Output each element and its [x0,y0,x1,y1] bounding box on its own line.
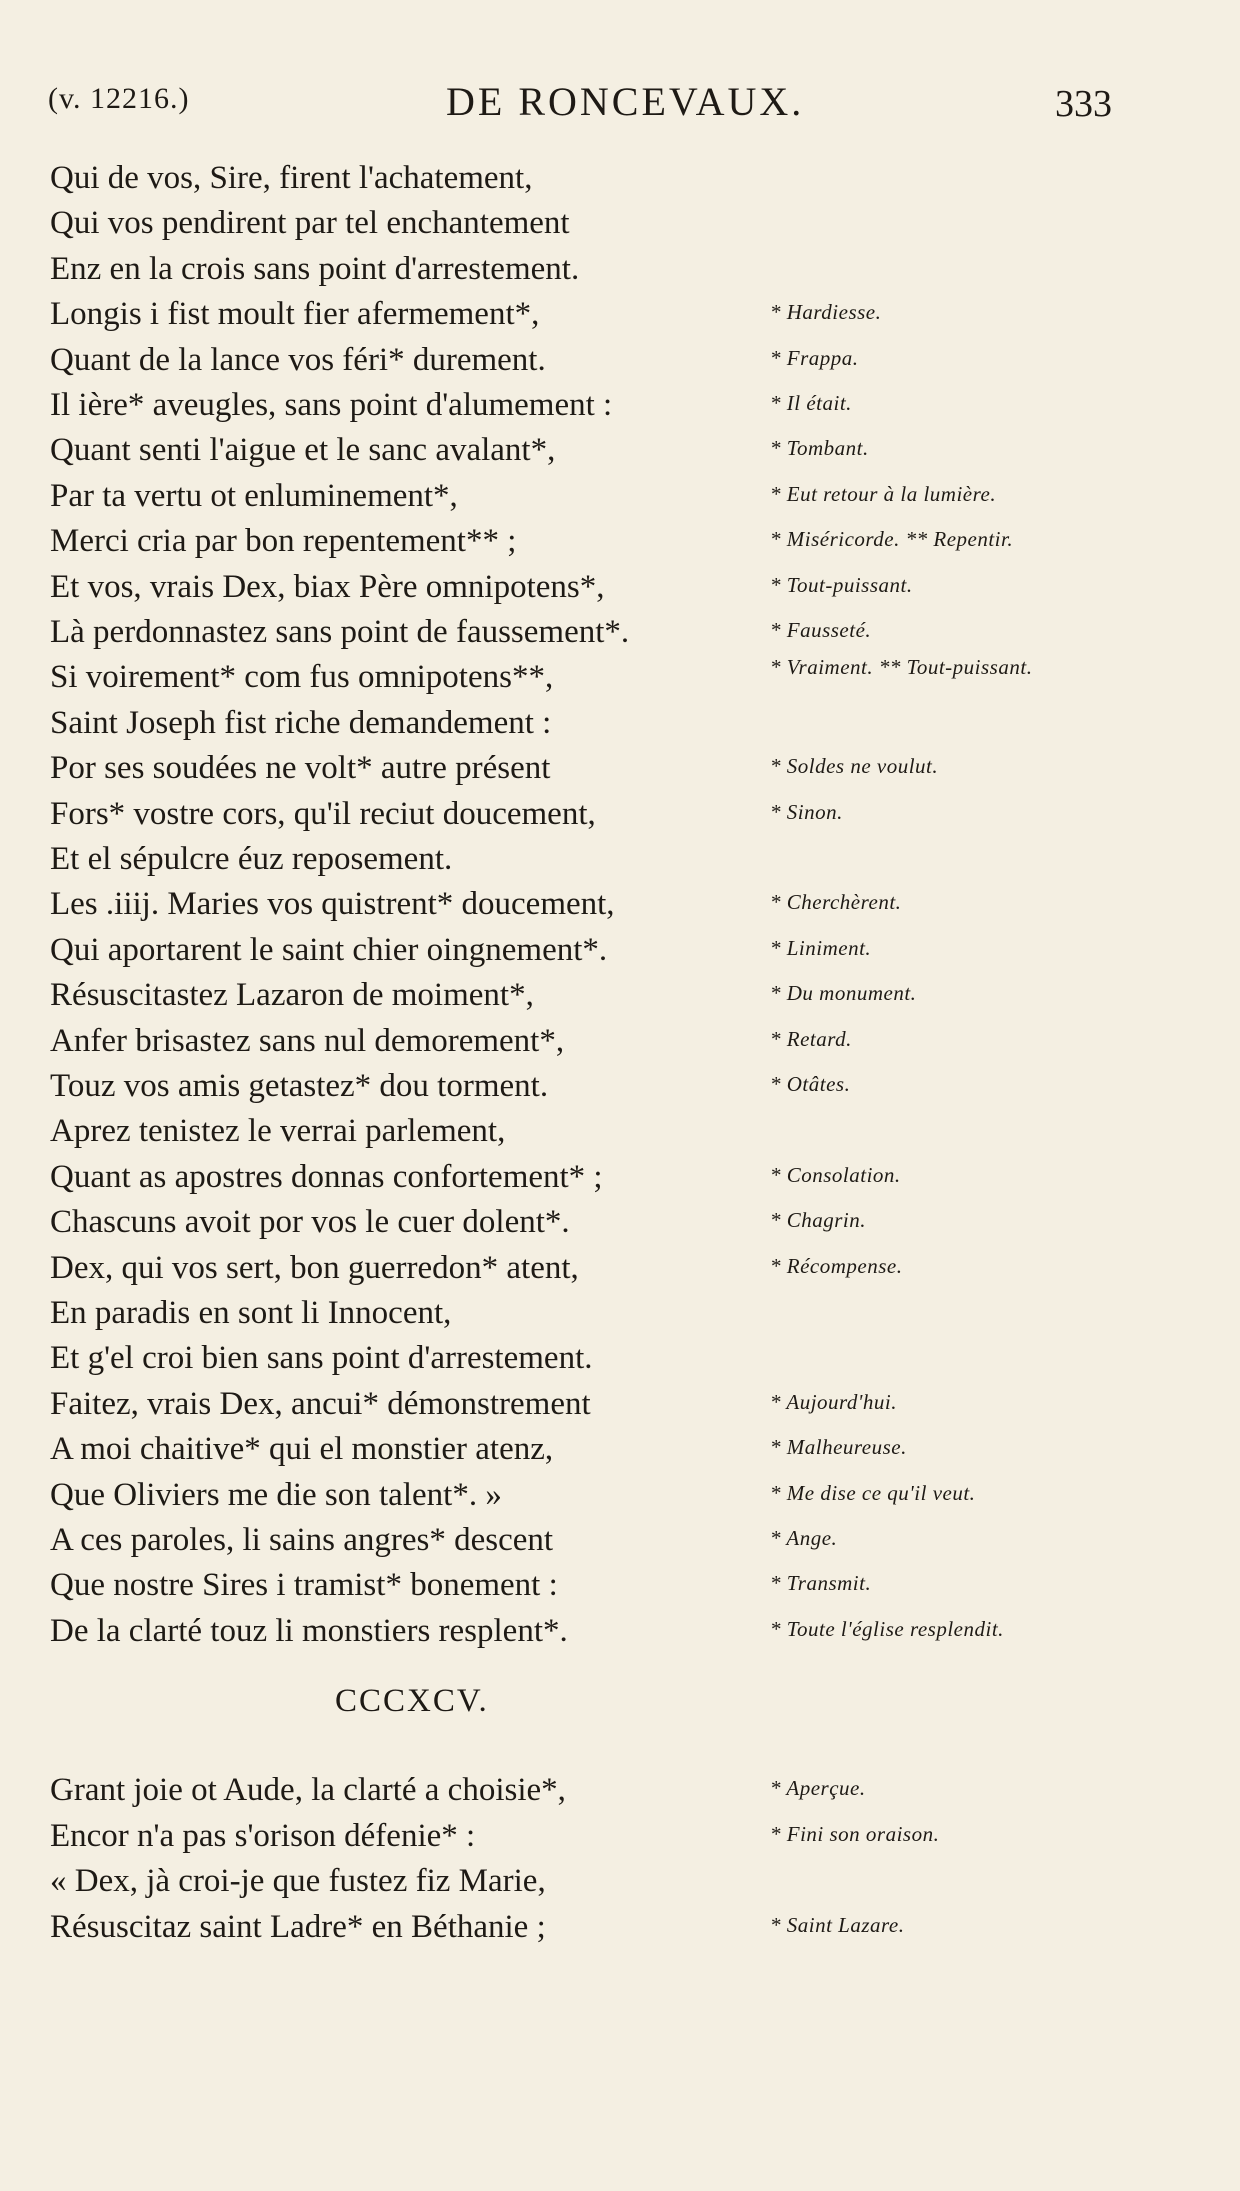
gloss-note: * Il était. [770,391,852,415]
verse-row [0,1518,1240,1562]
gloss-note: * Malheureuse. [770,1435,907,1460]
verse-line: Por ses soudées ne volt* autre présent [50,750,551,787]
gloss-note: * Du monument. [770,981,917,1006]
gloss-note: * Aperçue. [770,1776,866,1800]
verse-line: Quant senti l'aigue et le sanc avalant*, [50,432,556,469]
gloss-note: * Miséricorde. ** Repentir. [770,527,1014,552]
verse-row [0,792,1240,836]
gloss-note: * Fausseté. [770,618,872,642]
verse-line: Aprez tenistez le verrai parlement, [50,1113,506,1150]
verse-line: De la clarté touz li monstiers resplent*. [50,1612,568,1649]
verse-line: « Dex, jà croi-je que fustez fiz Marie, [50,1863,546,1899]
gloss-note: * Aujourd'hui. [770,1389,898,1414]
verse-line: Quant as apostres donnas confortement* ; [50,1158,603,1195]
verse-line: Les .iiij. Maries vos quistrent* doucement, [50,886,615,923]
gloss-note: * Toute l'église resplendit. [770,1616,1004,1641]
verse-row [0,1109,1240,1153]
verse-line: Et vos, vrais Dex, biax Père omnipotens*, [50,568,605,605]
gloss-note: * Vraiment. ** Tout-puissant. [770,655,1033,680]
gloss-note: * Transmit. [770,1571,872,1596]
verse-row [0,1291,1240,1335]
verse-row [0,519,1240,563]
verse-line: Enz en la crois sans point d'arrestement. [50,250,580,287]
verse-row [0,746,1240,790]
verse-line: Qui de vos, Sire, firent l'achatement, [50,160,533,196]
gloss-note: * Fini son oraison. [770,1821,940,1846]
verse-row [0,1019,1240,1063]
verse-line: Faitez, vrais Dex, ancui* démonstrement [50,1385,591,1422]
verse-line: Que nostre Sires i tramist* bonement : [50,1567,558,1604]
verse-row [0,610,1240,654]
verse-row [0,701,1240,745]
verse-line: Qui aportarent le saint chier oingnement*. [50,931,608,968]
verse-row [0,1814,1240,1858]
verse-line: A ces paroles, li sains angres* descent [50,1522,554,1558]
verse-row [0,1609,1240,1653]
verse-row [0,474,1240,518]
gloss-note: * Récompense. [770,1253,903,1278]
gloss-note: * Me dise ce qu'il veut. [770,1480,976,1505]
running-header [48,78,1112,128]
verse-line: Que Oliviers me die son talent*. » [50,1476,502,1513]
verse-row [0,383,1240,427]
gloss-note: * Chagrin. [770,1208,867,1233]
verse-row [0,1382,1240,1426]
verse-row [0,338,1240,382]
verse-row [0,1768,1240,1812]
gloss-note: * Saint Lazare. [770,1912,905,1937]
running-title: DE RONCEVAUX. [446,79,805,124]
verse-line: Encor n'a pas s'orison défenie* : [50,1817,476,1854]
verse-line: A moi chaitive* qui el monstier atenz, [50,1431,554,1468]
gloss-note: * Soldes ne voulut. [770,754,939,779]
verse-row [0,292,1240,336]
verse-row [0,1427,1240,1471]
verse-row [0,565,1240,609]
verse-row [0,156,1240,200]
verse-line: Résuscitastez Lazaron de moiment*, [50,977,534,1014]
verse-line: Si voirement* com fus omnipotens**, [50,659,554,696]
verse-row [0,837,1240,881]
verse-row [0,1064,1240,1108]
verse-row [0,1336,1240,1380]
verse-row [0,1563,1240,1607]
gloss-note: * Hardiesse. [770,300,882,325]
gloss-note: * Liniment. [770,935,872,960]
gloss-note: * Otâtes. [770,1072,851,1096]
verse-line: En paradis en sont li Innocent, [50,1295,452,1331]
verse-line: Quant de la lance vos féri* durement. [50,341,546,378]
gloss-note: * Ange. [770,1526,838,1550]
verse-row [0,655,1240,699]
gloss-note: * Consolation. [770,1162,901,1187]
gloss-note: * Tombant. [770,436,869,461]
verse-line: Et g'el croi bien sans point d'arrestement. [50,1340,593,1377]
verse-line: Par ta vertu ot enluminement*, [50,477,458,514]
verse-row [0,1905,1240,1949]
verse-row [0,428,1240,472]
verse-row [0,1246,1240,1290]
verse-line: Qui vos pendirent par tel enchantement [50,205,570,242]
verse-line: Dex, qui vos sert, bon guerredon* atent, [50,1249,579,1286]
verse-line: Grant joie ot Aude, la clarté a choisie*, [50,1772,566,1808]
verse-row [0,1200,1240,1244]
verse-row [0,1473,1240,1517]
verse-line: Chascuns avoit por vos le cuer dolent*. [50,1204,570,1241]
section-heading: CCCXCV. [335,1683,489,1719]
verse-row [0,247,1240,291]
gloss-note: * Tout-puissant. [770,572,913,597]
verse-reference: (v. 12216.) [48,82,190,115]
verse-row [0,928,1240,972]
gloss-note: * Retard. [770,1026,852,1051]
gloss-note: * Frappa. [770,345,859,370]
verse-line: Là perdonnastez sans point de faussement*. [50,614,630,650]
verse-line: Touz vos amis getastez* dou torment. [50,1068,549,1104]
verse-line: Il ière* aveugles, sans point d'alumement : [50,387,613,423]
verse-row [0,201,1240,245]
gloss-note: * Eut retour à la lumière. [770,481,997,506]
verse-row [0,973,1240,1017]
verse-line: Anfer brisastez sans nul demorement*, [50,1022,565,1059]
verse-row [0,1859,1240,1903]
verse-line: Saint Joseph fist riche demandement : [50,704,552,741]
verse-row [0,882,1240,926]
verse-line: Résuscitaz saint Ladre* en Béthanie ; [50,1908,546,1945]
verse-row [0,1155,1240,1199]
gloss-note: * Sinon. [770,799,843,824]
verse-line: Merci cria par bon repentement** ; [50,523,517,560]
verse-line: Fors* vostre cors, qu'il reciut doucement, [50,795,596,832]
page-number: 333 [1055,83,1112,125]
verse-line: Et el sépulcre éuz reposement. [50,841,453,877]
gloss-note: * Cherchèrent. [770,890,902,915]
verse-line: Longis i fist moult fier afermement*, [50,296,540,333]
